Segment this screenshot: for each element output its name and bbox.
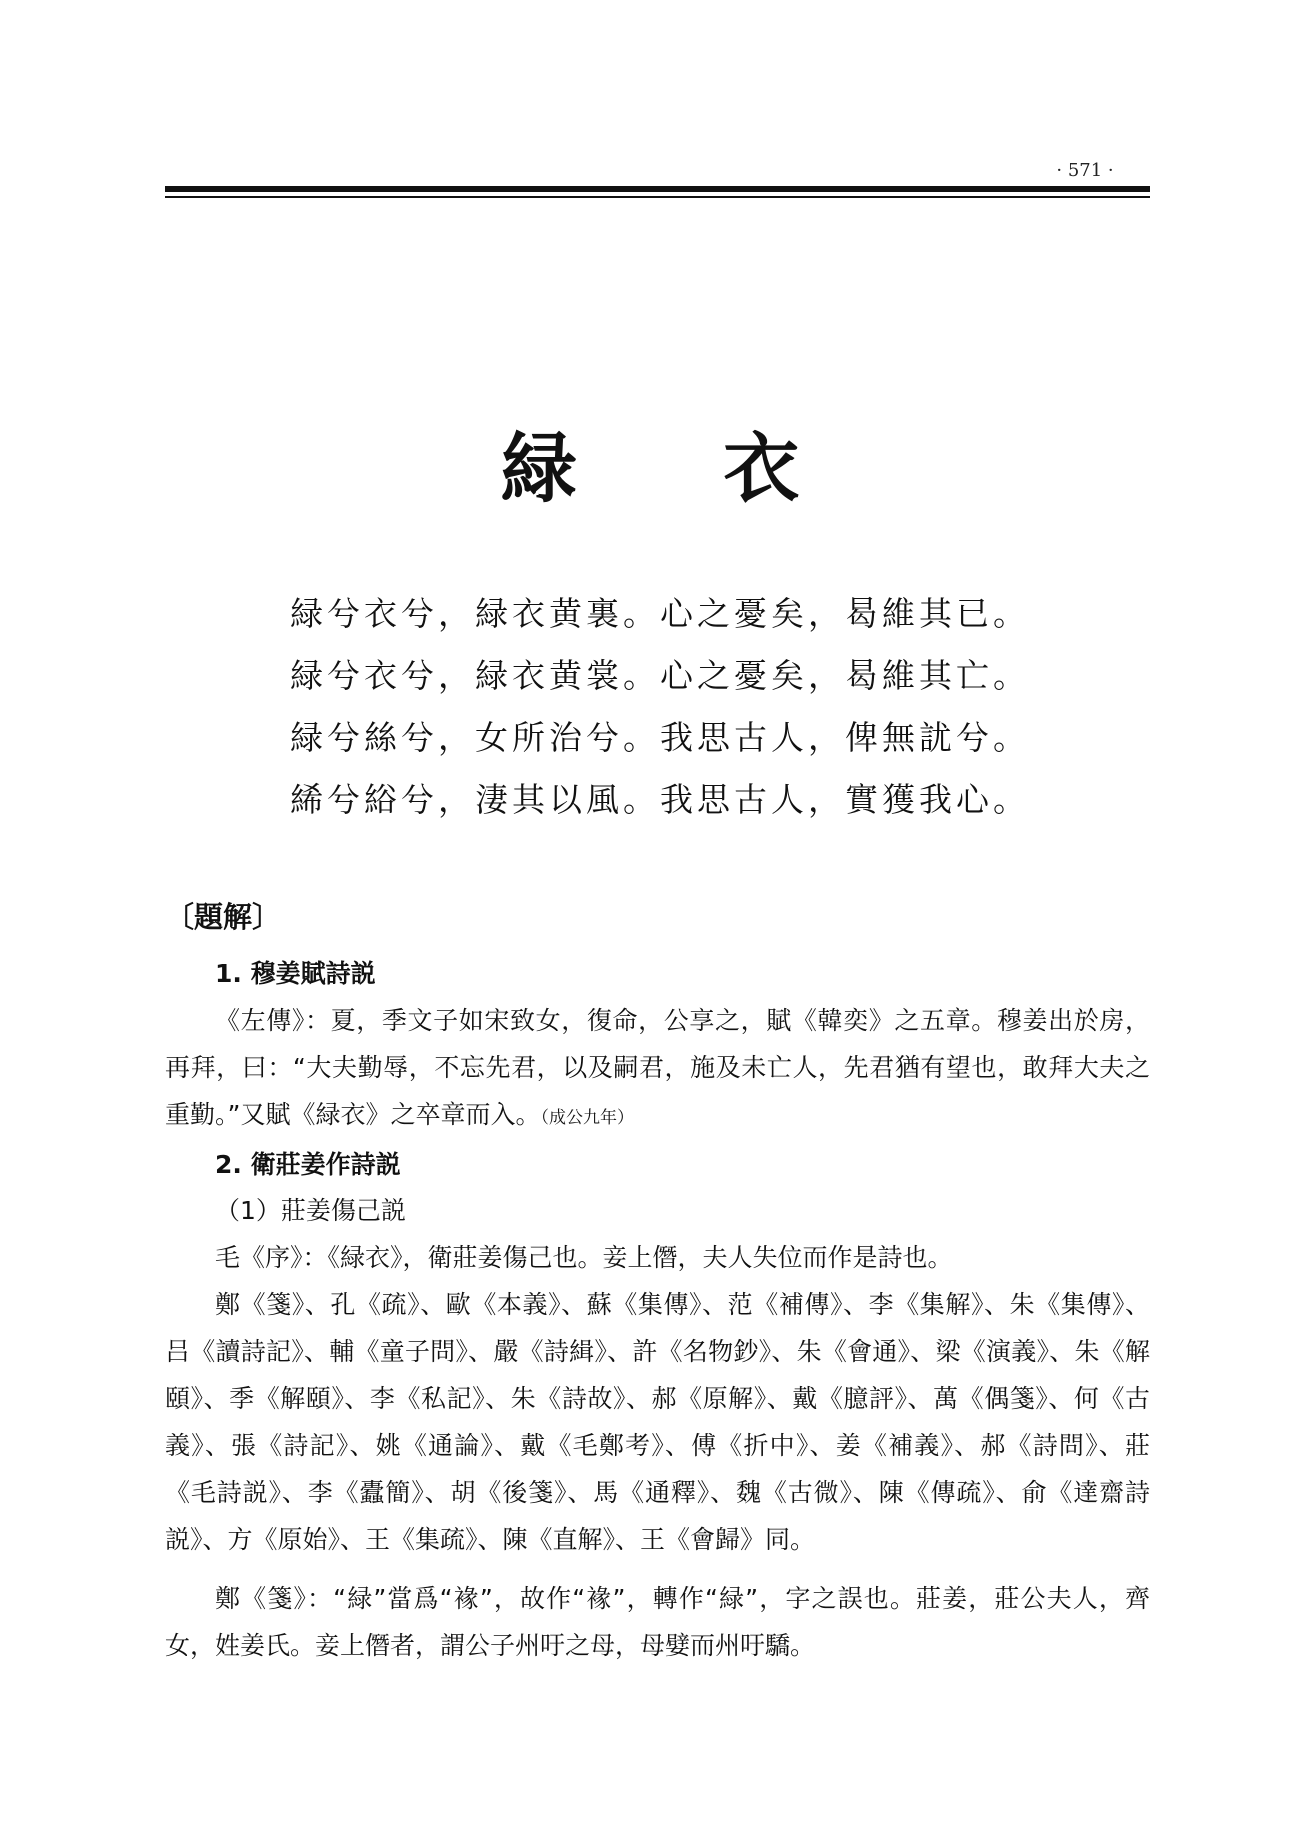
header-rule-thin	[165, 196, 1150, 198]
paragraph-zuozhuan-text: 《左傳》：夏，季文子如宋致女，復命，公享之，賦《韓奕》之五章。穆姜出於房，再拜，曰：“大夫勤辱，不忘先君，以及嗣君，施及未亡人，先君猶有望也，敢拜大夫之重勤。”又賦《緑衣》之卒章而入。	[165, 1006, 1150, 1129]
subheading-1: 1. 穆姜賦詩説	[215, 959, 376, 988]
poem-line: 絺兮綌兮，淒其以風。我思古人，實獲我心。	[290, 780, 1030, 819]
subheading-2: 2. 衛莊姜作詩説	[215, 1150, 401, 1179]
paragraph-mao-xu: 毛《序》：《緑衣》，衛莊姜傷己也。妾上僭，夫人失位而作是詩也。	[215, 1243, 953, 1272]
citation-note: （成公九年）	[540, 1108, 634, 1128]
poem	[290, 583, 1050, 831]
poem-line: 緑兮衣兮，緑衣黄裳。心之憂矣，曷維其亡。	[290, 656, 1030, 695]
section-heading: 〔題解〕	[165, 900, 282, 934]
commentary	[165, 895, 1150, 1669]
poem-line: 緑兮絲兮，女所治兮。我思古人，俾無訧兮。	[290, 718, 1030, 757]
paragraph-zheng-jian: 鄭《箋》：“緑”當爲“褖”，故作“褖”，轉作“緑”，字之誤也。莊姜，莊公夫人，齊女，姓姜氏。妾上僭者，謂公子州吁之母，母嬖而州吁驕。	[165, 1584, 1150, 1660]
paragraph-zuozhuan	[165, 997, 1150, 1142]
paragraph-commentators: 鄭《箋》、孔《疏》、歐《本義》、蘇《集傳》、范《補傳》、李《集解》、朱《集傳》、吕《讀詩記》、輔《童子問》、嚴《詩緝》、許《名物鈔》、朱《會通》、梁《演義》、朱《解頤》、季《解頤》、李《私記》、朱《詩故》、郝《原解》、戴《臆評》、萬《偶箋》、何《古義》、張《詩記》、姚《通論》、戴《毛鄭考》、傅《折中》、姜《補義》、郝《詩問》、莊《毛詩説》、李《蠹簡》、胡《後箋》、馬《通釋》、魏《古微》、陳《傳疏》、俞《達齋詩説》、方《原始》、王《集疏》、陳《直解》、王《會歸》同。	[165, 1290, 1150, 1554]
subheading-2-1: （1）莊姜傷己説	[215, 1196, 406, 1225]
poem-line: 緑兮衣兮，緑衣黄裏。心之憂矣，曷維其已。	[290, 594, 1030, 633]
page-number: · 571 ·	[1056, 160, 1114, 181]
header-rule-thick	[165, 186, 1150, 192]
page-title: 緑 衣	[500, 424, 860, 513]
